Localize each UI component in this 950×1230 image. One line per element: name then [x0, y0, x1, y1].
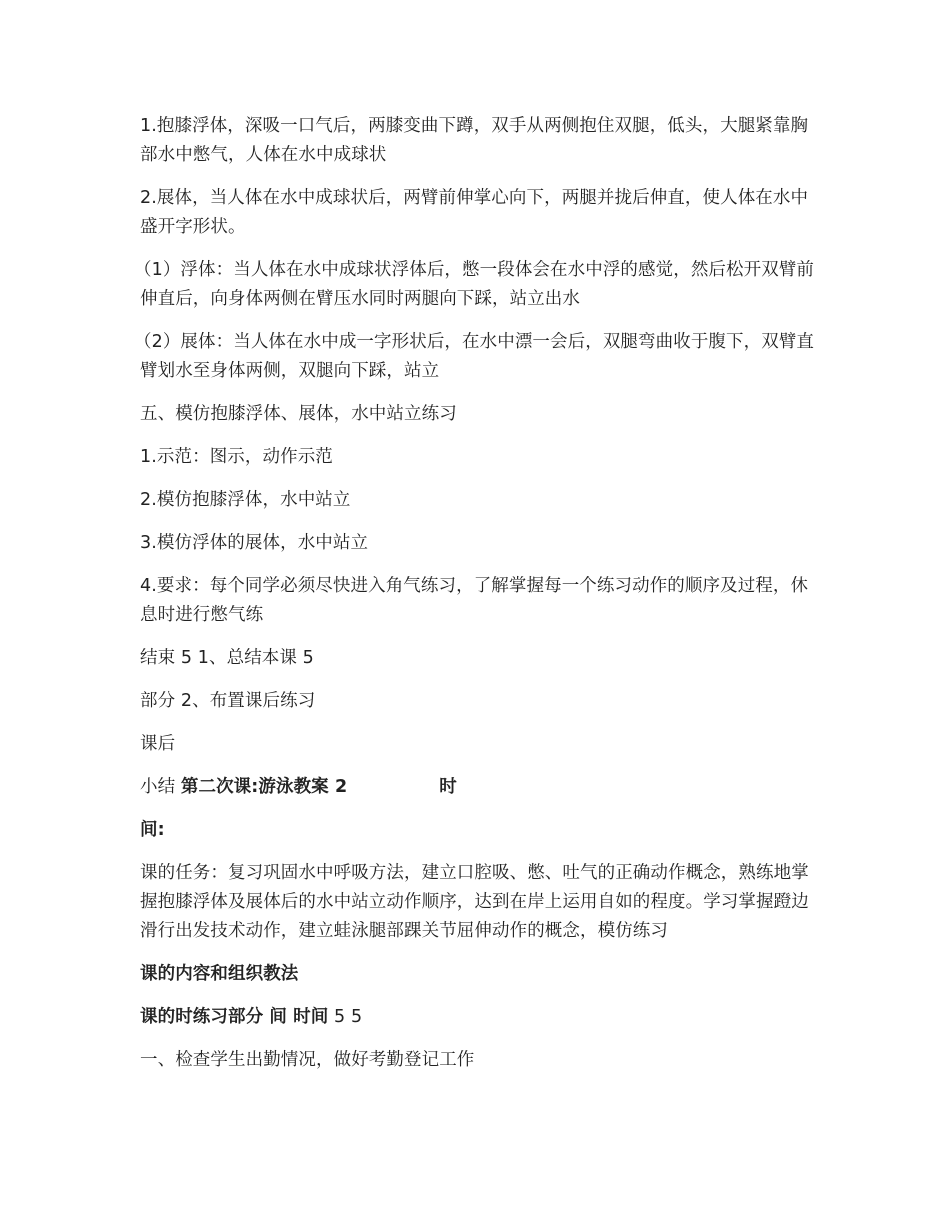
paragraph-float-step: （1）浮体：当人体在水中成球状浮体后，憋一段体会在水中浮的感觉，然后松开双臂前伸直后，向身体两侧在臂压水同时两腿向下踩，站立出水 [134, 260, 815, 309]
paragraph-extend-step: （2）展体：当人体在水中成一字形状后，在水中漂一会后，双腿弯曲收于腹下，双臂直臂划水至身体两侧，双腿向下踩，站立 [134, 332, 815, 381]
summary-line [140, 773, 816, 802]
paragraph-after-class: 课后 [140, 734, 176, 754]
list-item-imitate-extend: 3.模仿浮体的展体，水中站立 [140, 533, 369, 553]
time-line [140, 1003, 816, 1032]
list-item-requirements: 4.要求：每个同学必须尽快进入角气练习，了解掌握每一个练习动作的顺序及过程，休息时进行憋气练 [140, 576, 809, 625]
content-heading: 课的内容和组织教法 [140, 964, 299, 984]
attendance-paragraph: 一、检查学生出勤情况，做好考勤登记工作 [140, 1050, 475, 1070]
time-line-values: 5 5 [328, 1007, 363, 1027]
time-label-start: 时 [439, 777, 457, 797]
paragraph-ending: 结束 5 1、总结本课 5 [140, 648, 314, 668]
section-heading-imitation: 五、模仿抱膝浮体、展体，水中站立练习 [140, 404, 457, 424]
list-item-imitate-float: 2.模仿抱膝浮体，水中站立 [140, 490, 351, 510]
document-body [134, 112, 816, 1089]
lesson-task-paragraph: 课的任务：复习巩固水中呼吸方法，建立口腔吸、憋、吐气的正确动作概念，熟练地掌握抱膝浮体及展体后的水中站立动作顺序，达到在岸上运用自如的程度。学习掌握蹬边滑行出发技术动作，建立蛙泳腿部踝关节屈伸动作的概念，模仿练习 [140, 863, 809, 941]
paragraph-homework: 部分 2、布置课后练习 [140, 691, 316, 711]
time-line-bold: 课的时练习部分 间 时间 [140, 1007, 329, 1027]
list-item-demo: 1.示范：图示，动作示范 [140, 447, 333, 467]
lesson-title: 第二次课:游泳教案 2 [180, 777, 348, 797]
summary-prefix: 小结 [140, 777, 181, 797]
paragraph-body-extension: 2.展体，当人体在水中成球状后，两臂前伸掌心向下，两腿并拢后伸直，使人体在水中盛开字形状。 [140, 188, 809, 237]
time-label-end: 间: [140, 820, 165, 840]
paragraph-knee-hug-float: 1.抱膝浮体，深吸一口气后，两膝变曲下蹲，双手从两侧抱住双腿，低头，大腿紧靠胸部水中憋气，人体在水中成球状 [140, 116, 809, 165]
